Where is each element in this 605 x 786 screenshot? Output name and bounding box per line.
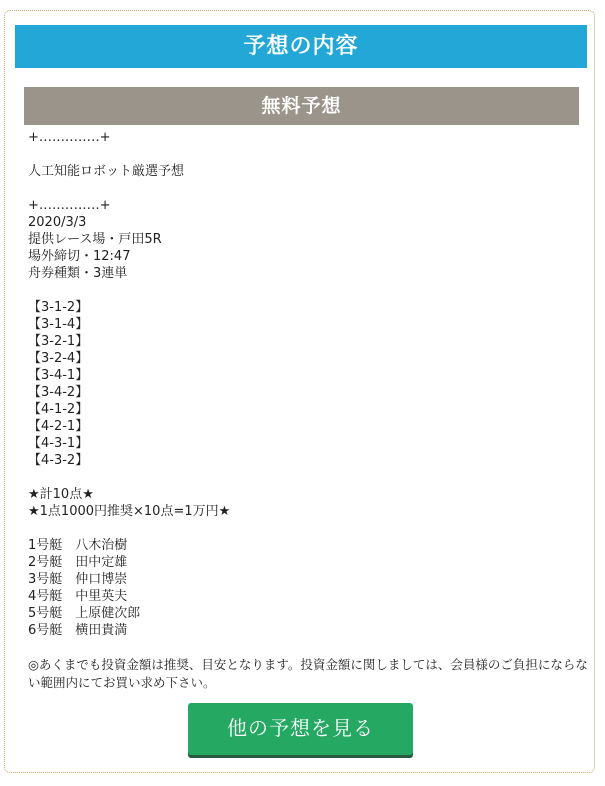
- separator-top: +‥‥‥‥‥‥‥+: [28, 130, 111, 145]
- total-points: ★計10点★: [28, 487, 94, 502]
- spacer: [28, 282, 588, 299]
- racer-item: 5号艇 上原健次郎: [28, 606, 141, 621]
- race-deadline: 場外締切・12:47: [28, 249, 131, 264]
- bet-summary: ★1点1000円推奨×10点=1万円★: [28, 504, 231, 519]
- pick-item: 【3-4-2】: [28, 385, 89, 400]
- prediction-card: [4, 10, 595, 773]
- section-title: 無料予想: [24, 87, 579, 125]
- race-venue: 提供レース場・戸田5R: [28, 232, 162, 247]
- pick-item: 【3-2-1】: [28, 334, 89, 349]
- separator-bottom: +‥‥‥‥‥‥‥+: [28, 198, 111, 213]
- page-title: 予想の内容: [15, 25, 587, 68]
- racer-item: 6号艇 横田貴満: [28, 623, 128, 638]
- pick-item: 【3-4-1】: [28, 368, 89, 383]
- spacer: [28, 469, 588, 486]
- pick-item: 【4-1-2】: [28, 402, 89, 417]
- racer-item: 3号艇 仲口博崇: [28, 572, 128, 587]
- racer-item: 2号艇 田中定雄: [28, 555, 128, 570]
- pick-item: 【3-1-4】: [28, 317, 89, 332]
- spacer: [28, 180, 588, 197]
- racer-list: [28, 537, 588, 639]
- pick-item: 【4-2-1】: [28, 419, 89, 434]
- investment-notice: ◎あくまでも投資金額は推奨、目安となります。投資金額に関しましては、会員様のご負担にならない範囲内にてお買い求め下さい。: [28, 657, 588, 690]
- pick-list: [28, 299, 588, 469]
- view-other-predictions-button[interactable]: 他の予想を見る: [188, 703, 413, 755]
- prediction-heading: 人工知能ロボット厳選予想: [28, 164, 185, 179]
- race-date: 2020/3/3: [28, 215, 87, 230]
- pick-item: 【3-2-4】: [28, 351, 89, 366]
- prediction-content: [28, 129, 588, 639]
- spacer: [28, 146, 588, 163]
- ticket-type: 舟券種類・3連単: [28, 266, 128, 281]
- pick-item: 【4-3-1】: [28, 436, 89, 451]
- pick-item: 【3-1-2】: [28, 300, 89, 315]
- pick-item: 【4-3-2】: [28, 453, 89, 468]
- racer-item: 1号艇 八木治樹: [28, 538, 128, 553]
- spacer: [28, 520, 588, 537]
- racer-item: 4号艇 中里英夫: [28, 589, 128, 604]
